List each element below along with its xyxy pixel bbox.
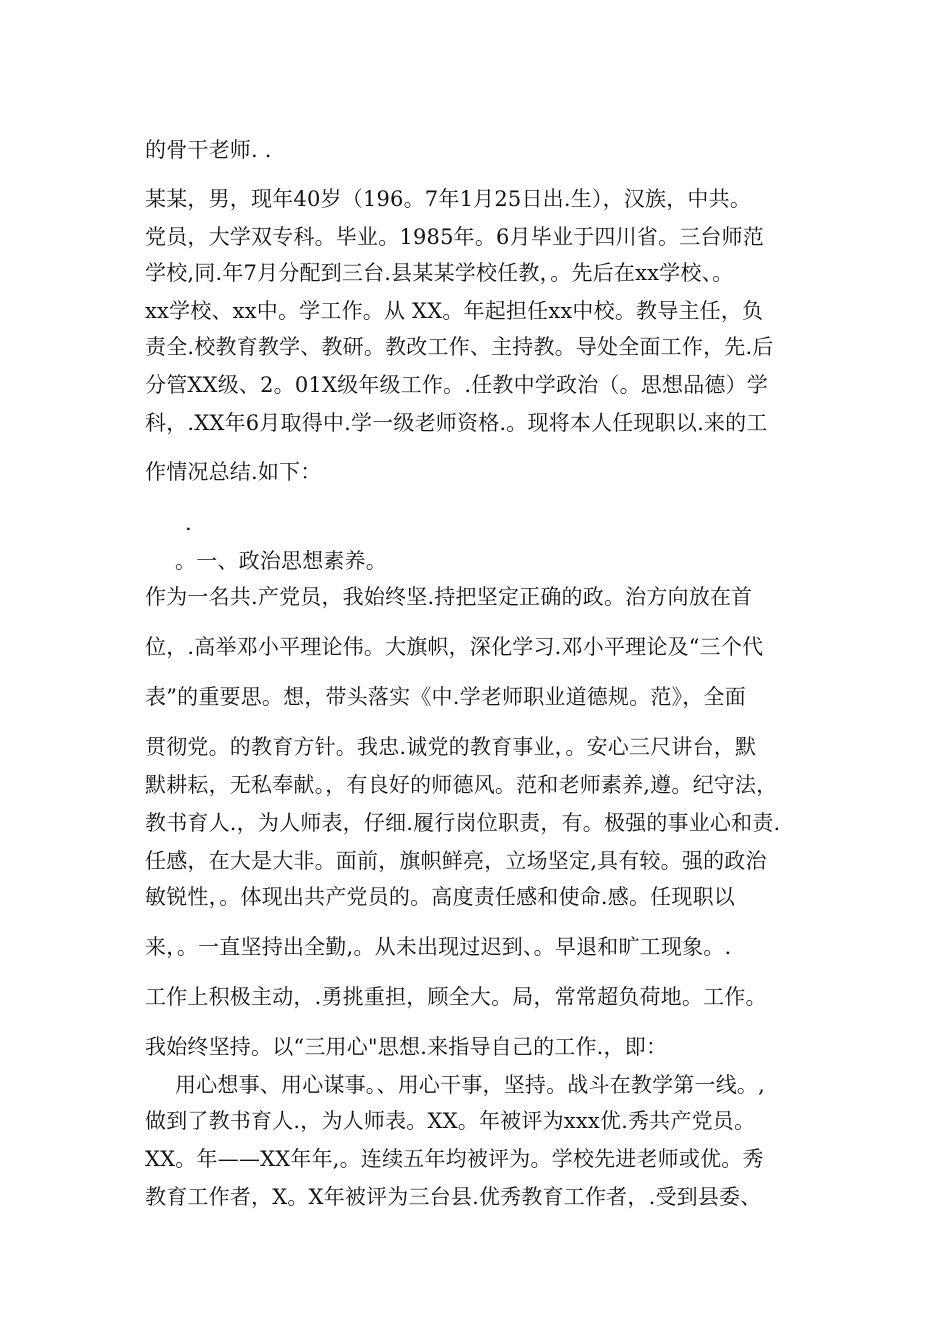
text-line: 责全.校教育教学、教研。教改工作、主持教。导处全面工作，先.后: [145, 335, 774, 359]
section-heading: 。一、政治思想素养。: [175, 549, 387, 573]
text-line: 的骨干老师. .: [145, 138, 272, 162]
text-line: 教书育人.，为人师表，仔细.履行岗位职责，有。极强的事业心和责.: [145, 811, 781, 835]
text-line: 任感，在大是大非。面前，旗帜鲜亮，立场坚定,具有较。强的政治: [145, 849, 767, 873]
text-line: 工作上积极主动，.勇挑重担，顾全大。局，常常超负荷地。工作。: [145, 985, 767, 1009]
text-line: 作为一名共.产党员，我始终坚.持把坚定正确的政。治方向放在首: [145, 585, 753, 609]
text-line: 默耕耘，无私奉献。，有良好的师德风。范和老师素养,遵。纪守法，: [145, 773, 778, 797]
text-line: .: [185, 511, 192, 535]
text-line: 做到了教书育人.，为人师表。XX。年被评为xxx优.秀共产党员。: [145, 1109, 756, 1133]
text-line: 表”的重要思。想，带头落实《中.学老师职业道德规。范》，全面: [145, 685, 746, 709]
text-line: 我始终坚持。以“三用心"思想.来指导自己的工作.，即：: [145, 1035, 668, 1059]
text-line: 分管XX级、2。01X级年级工作。.任教中学政治（。思想品德）学: [145, 373, 769, 397]
text-line: 来，。一直坚持出全勤,。从未出现过迟到、。早退和旷工现象。.: [145, 935, 732, 959]
text-line: XX。年——XX年年,。连续五年均被评为。学校先进老师或优。秀: [145, 1147, 764, 1171]
text-line: 位，.高举邓小平理论伟。大旗帜，深化学习.邓小平理论及“三个代: [145, 635, 764, 659]
text-line: 用心想事、用心谋事。、用心干事，坚持。战斗在教学第一线。,: [175, 1073, 765, 1097]
text-line: 作情况总结.如下：: [145, 460, 322, 484]
text-line: 教育工作者，X。X年被评为三台县.优秀教育工作者，.受到县委、: [145, 1185, 762, 1209]
text-line: 敏锐性，。体现出共产党员的。高度责任感和使命.感。任现职以: [145, 885, 735, 909]
text-line: 党员，大学双专科。毕业。1985年。6月毕业于四川省。三台师范: [145, 225, 765, 249]
text-line: 科，.XX年6月取得中.学一级老师资格.。现将本人任现职以.来的工: [145, 411, 768, 435]
text-line: 某某，男，现年40岁（196。7年1月25日出.生），汉族，中共。: [145, 187, 752, 211]
text-line: xx学校、xx中。学工作。从 XX。年起担任xx中校。教导主任，负: [145, 299, 764, 323]
text-line: 贯彻党。的教育方针。我忠.诚党的教育事业，。安心三尺讲台，默: [145, 735, 757, 759]
text-line: 学校,同.年7月分配到三台.县某某学校任教，。先后在xx学校、。: [145, 261, 734, 285]
